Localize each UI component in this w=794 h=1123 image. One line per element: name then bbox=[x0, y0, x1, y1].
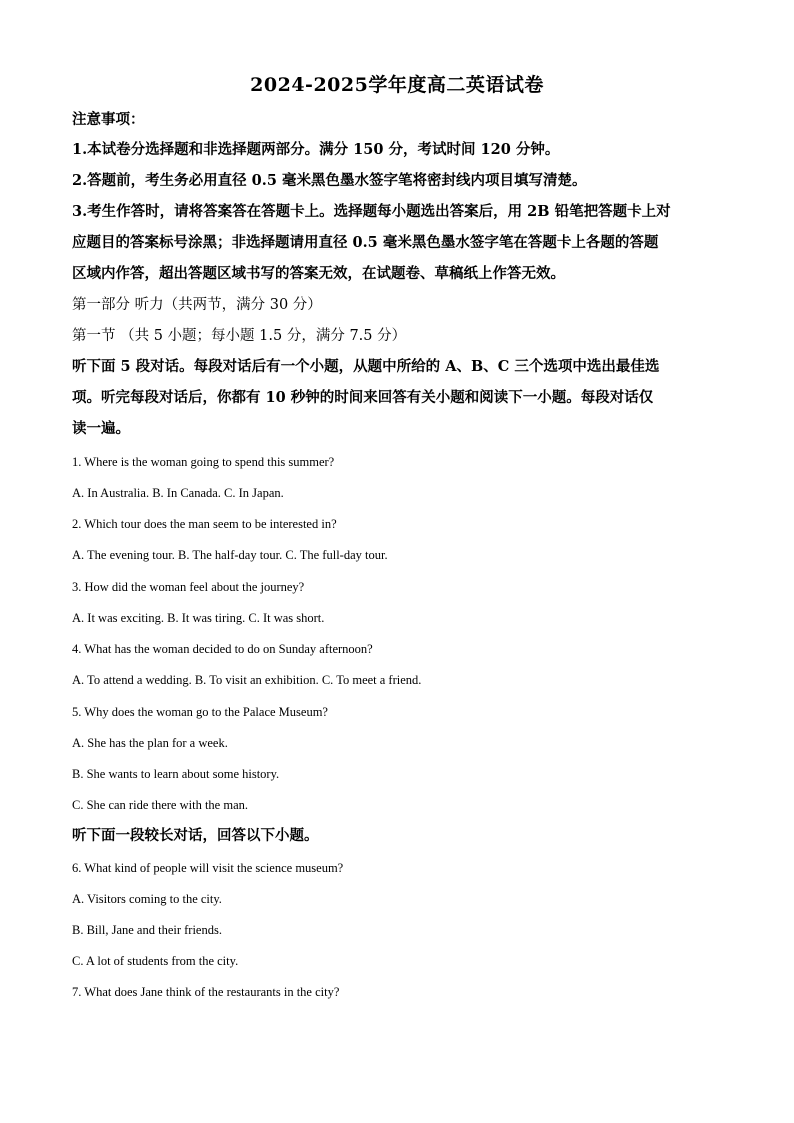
section-instructions: 项。听完每段对话后，你都有 10 秒钟的时间来回答有关小题和阅读下一小题。每段对话仅 bbox=[72, 389, 654, 406]
notice-item: 3.考生作答时，请将答案答在答题卡上。选择题每小题选出答案后，用 2B 铅笔把答题卡上对 bbox=[72, 203, 671, 220]
answer-option: C. She can ride there with the man. bbox=[72, 798, 248, 812]
notice-heading: 注意事项： bbox=[72, 111, 145, 128]
section-instructions: 听下面 5 段对话。每段对话后有一个小题，从题中所给的 A、B、C 三个选项中选出最佳选 bbox=[72, 358, 660, 375]
answer-option: A. She has the plan for a week. bbox=[72, 736, 228, 750]
question-text: 7. What does Jane think of the restaurants in the city? bbox=[72, 985, 340, 999]
part-heading: 第一部分 听力（共两节，满分 30 分） bbox=[72, 297, 322, 313]
notice-item: 区域内作答，超出答题区域书写的答案无效，在试题卷、草稿纸上作答无效。 bbox=[72, 265, 565, 282]
answer-option: C. A lot of students from the city. bbox=[72, 954, 239, 968]
question-text: 6. What kind of people will visit the science museum? bbox=[72, 861, 344, 875]
answer-options: A. In Australia. B. In Canada. C. In Japan. bbox=[72, 486, 284, 500]
answer-options: A. The evening tour. B. The half-day tour. C. The full-day tour. bbox=[72, 548, 388, 562]
notice-item: 1.本试卷分选择题和非选择题两部分。满分 150 分，考试时间 120 分钟。 bbox=[72, 141, 560, 158]
question-text: 2. Which tour does the man seem to be interested in? bbox=[72, 517, 337, 531]
answer-option: B. She wants to learn about some history. bbox=[72, 767, 280, 781]
question-text: 4. What has the woman decided to do on Sunday afternoon? bbox=[72, 642, 373, 656]
section-heading: 第一节 （共 5 小题；每小题 1.5 分，满分 7.5 分） bbox=[72, 328, 407, 344]
page-title: 2024-2025学年度高二英语试卷 bbox=[250, 74, 544, 96]
section-instructions: 读一遍。 bbox=[72, 420, 130, 437]
answer-options: A. To attend a wedding. B. To visit an exhibition. C. To meet a friend. bbox=[72, 673, 422, 687]
answer-options: A. It was exciting. B. It was tiring. C. It was short. bbox=[72, 611, 325, 625]
notice-item: 应题目的答案标号涂黑；非选择题请用直径 0.5 毫米黑色墨水签字笔在答题卡上各题的答题 bbox=[72, 234, 659, 251]
answer-option: B. Bill, Jane and their friends. bbox=[72, 923, 222, 937]
question-text: 5. Why does the woman go to the Palace Museum? bbox=[72, 705, 328, 719]
long-dialog-heading: 听下面一段较长对话，回答以下小题。 bbox=[72, 827, 319, 844]
question-text: 3. How did the woman feel about the journey? bbox=[72, 580, 305, 594]
answer-option: A. Visitors coming to the city. bbox=[72, 892, 222, 906]
question-text: 1. Where is the woman going to spend this summer? bbox=[72, 455, 335, 469]
notice-item: 2.答题前，考生务必用直径 0.5 毫米黑色墨水签字笔将密封线内项目填写清楚。 bbox=[72, 172, 587, 189]
